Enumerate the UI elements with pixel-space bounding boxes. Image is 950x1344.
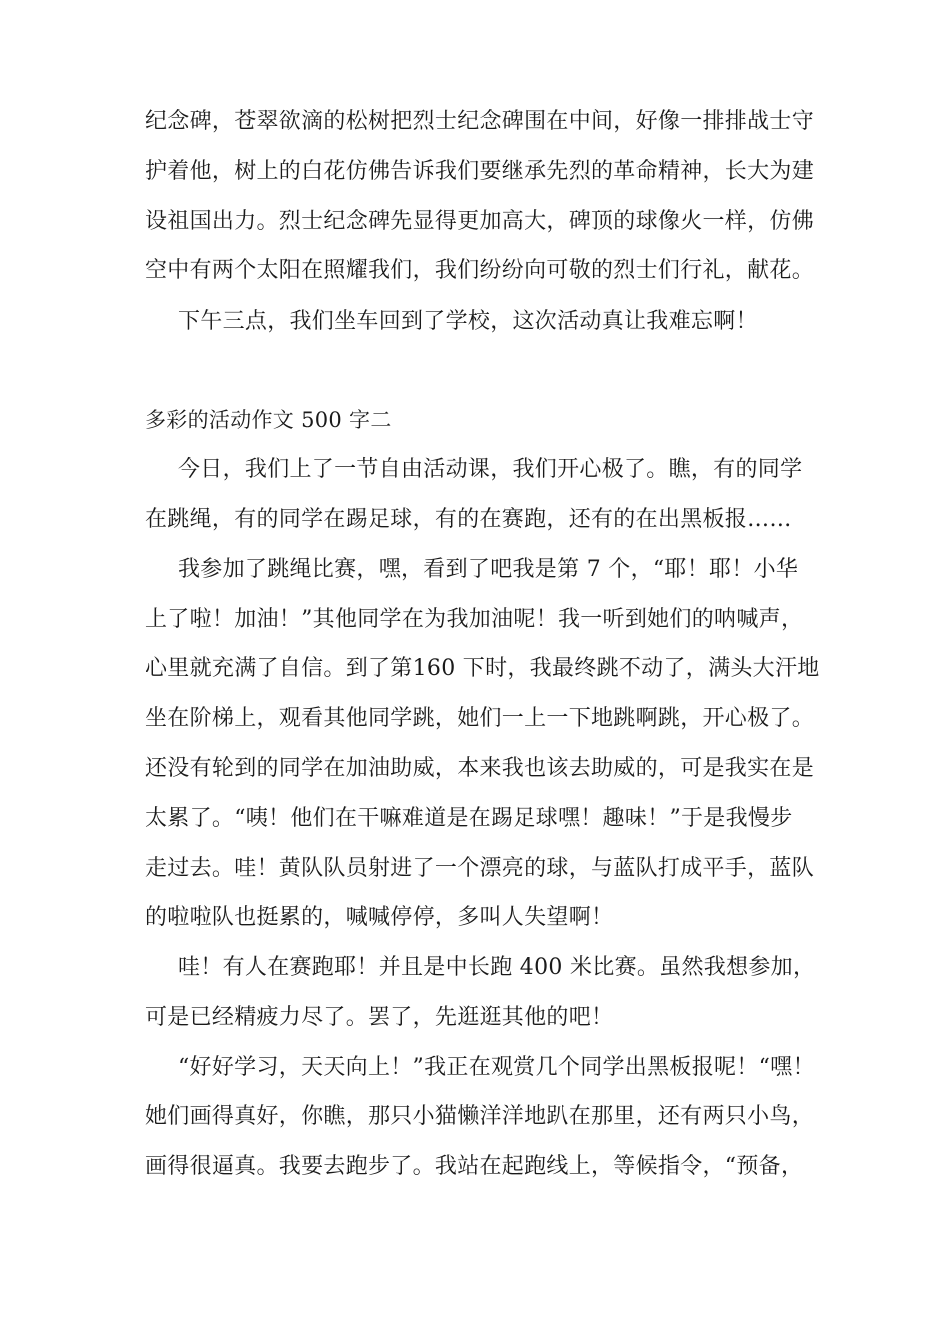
paragraph-line: 护着他，树上的白花仿佛告诉我们要继承先烈的革命精神，长大为建 xyxy=(145,159,815,184)
paragraph-line: 哇！有人在赛跑耶！并且是中长跑 400 米比赛。虽然我想参加， xyxy=(178,955,816,980)
paragraph-line: 设祖国出力。烈士纪念碑先显得更加高大，碑顶的球像火一样，仿佛 xyxy=(145,209,815,234)
paragraph-line: 今日，我们上了一节自由活动课，我们开心极了。瞧，有的同学 xyxy=(178,457,803,482)
paragraph-line: 还没有轮到的同学在加油助威，本来我也该去助威的，可是我实在是 xyxy=(145,756,815,781)
paragraph-line: 心里就充满了自信。到了第160 下时，我最终跳不动了，满头大汗地 xyxy=(145,656,820,681)
paragraph-line: 坐在阶梯上，观看其他同学跳，她们一上一下地跳啊跳，开心极了。 xyxy=(145,706,815,731)
paragraph-line: 空中有两个太阳在照耀我们，我们纷纷向可敬的烈士们行礼，献花。 xyxy=(145,258,815,283)
paragraph-line: 可是已经精疲力尽了。罢了，先逛逛其他的吧！ xyxy=(145,1005,614,1030)
paragraph-line: 太累了。“咦！他们在干嘛难道是在踢足球嘿！趣味！”于是我慢步 xyxy=(145,806,793,831)
paragraph-line: 上了啦！加油！”其他同学在为我加油呢！我一听到她们的呐喊声， xyxy=(145,607,804,632)
section-heading: 多彩的活动作文 500 字二 xyxy=(145,408,392,432)
paragraph-line: “好好学习，天天向上！”我正在观赏几个同学出黑板报呢！“嘿！ xyxy=(178,1055,815,1080)
paragraph-line: 走过去。哇！黄队队员射进了一个漂亮的球，与蓝队打成平手，蓝队 xyxy=(145,856,815,881)
paragraph-line: 在跳绳，有的同学在踢足球，有的在赛跑，还有的在出黑板报…… xyxy=(145,507,792,532)
paragraph-line: 的啦啦队也挺累的，喊喊停停，多叫人失望啊！ xyxy=(145,905,614,930)
paragraph-line: 画得很逼真。我要去跑步了。我站在起跑线上，等候指令，“预备， xyxy=(145,1154,804,1179)
paragraph-line: 下午三点，我们坐车回到了学校，这次活动真让我难忘啊！ xyxy=(178,309,758,334)
paragraph-line: 她们画得真好，你瞧，那只小猫懒洋洋地趴在那里，还有两只小鸟， xyxy=(145,1104,815,1129)
paragraph-line: 我参加了跳绳比赛，嘿，看到了吧我是第 7 个，“耶！耶！小华 xyxy=(178,557,799,582)
paragraph-line: 纪念碑，苍翠欲滴的松树把烈士纪念碑围在中间，好像一排排战士守 xyxy=(145,109,815,134)
